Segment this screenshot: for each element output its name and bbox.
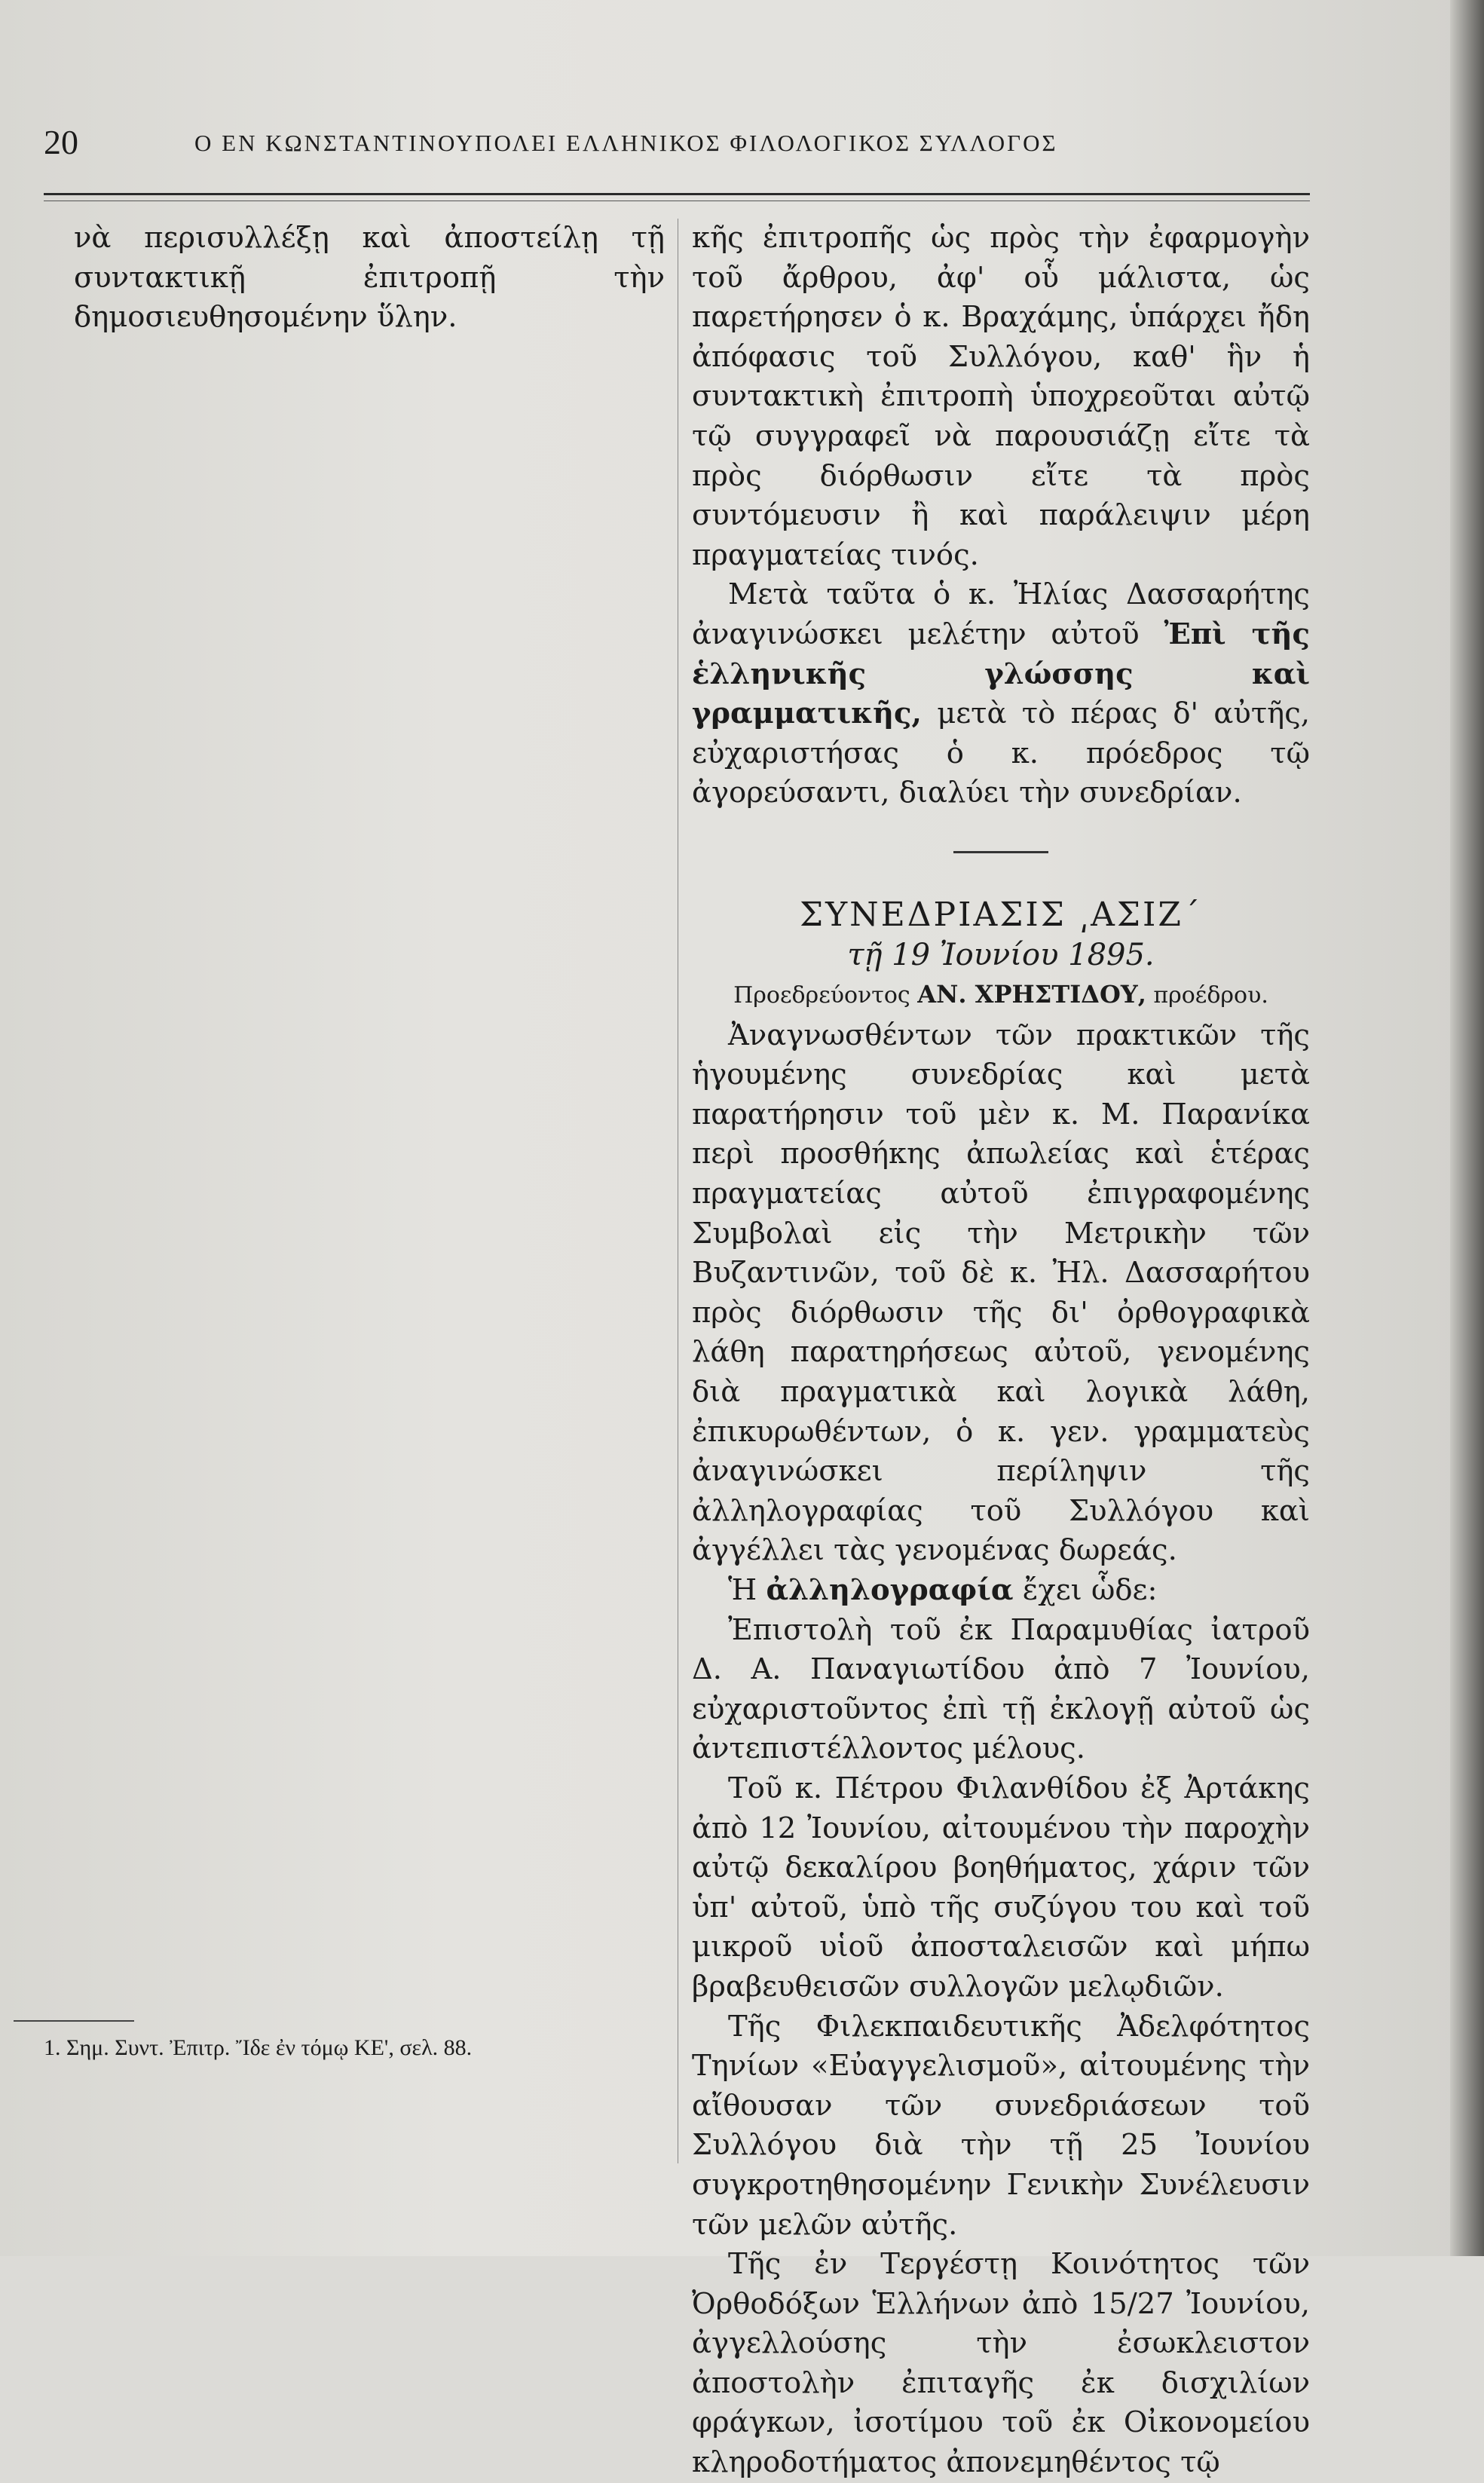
presiding-line: [692, 975, 1310, 1016]
presiding-suffix: προέδρου.: [1146, 982, 1268, 1009]
correspondence-heading: [692, 1571, 1310, 1611]
correspondence-bold: ἀλληλογραφία: [766, 1573, 1014, 1607]
page-number: 20: [44, 123, 78, 161]
presiding-prefix: Προεδρεύοντος: [733, 982, 918, 1009]
correspondence-suffix: ἔχει ὧδε:: [1013, 1573, 1158, 1607]
letter-item: Τῆς ἐν Τεργέστῃ Κοινότητος τῶν Ὀρθοδόξων Ἑλλήνων ἀπὸ 15/27 Ἰουνίου, ἀγγελλούσης τὴν ἐσωκλειστον ἀποστολὴν ἐπιταγῆς ἐκ δισχιλίων φράγκων, ἰσοτίμου τοῦ ἐκ Οἰκονομείου κληροδοτήματος ἀπονεμηθέντος τῷ: [692, 2247, 1310, 2480]
right-paragraph-top: κῆς ἐπιτροπῆς ὡς πρὸς τὴν ἐφαρμογὴν τοῦ ἄρθρου, ἀφ' οὗ μάλιστα, ὡς παρετήρησεν ὁ κ. Βραχάμης, ὑπάρχει ἤδη ἀπόφασις τοῦ Συλλόγου, καθ' ἣν ἡ συντακτικὴ ἐπιτροπὴ ὑποχρεοῦται αὐτῷ τῷ συγγραφεῖ νὰ παρουσιάζῃ εἴτε τὰ πρὸς διόρθωσιν εἴτε τὰ πρὸς συντόμευσιν ἢ καὶ παράλειψιν μέρη πραγματείας τινός.: [692, 221, 1310, 572]
letter-item: Ἐπιστολὴ τοῦ ἐκ Παραμυθίας ἰατροῦ Δ. Α. Παναγιωτίδου ἀπὸ 7 Ἰουνίου, εὐχαριστοῦντος ἐπὶ τῇ ἐκλογῇ αὐτοῦ ὡς ἀντεπιστέλλοντος μέλους.: [692, 1612, 1310, 1766]
left-paragraph: νὰ περισυλλέξῃ καὶ ἀποστείλῃ τῇ συντακτικῇ ἐπιτροπῇ τὴν δημοσιευθησομένην ὕλην.: [74, 221, 665, 335]
letter-item: Τῆς Φιλεκπαιδευτικῆς Ἀδελφότητος Τηνίων «Εὐαγγελισμοῦ», αἰτουμένης τὴν αἴθουσαν τῶν συνεδριάσεων τοῦ Συλλόγου διὰ τὴν τῇ 25 Ἰουνίου συγκροτηθησομένην Γενικὴν Συνέλευσιν τῶν μελῶν αὐτῆς.: [692, 2009, 1310, 2242]
page-edge-shadow: [1450, 0, 1484, 2256]
section-divider: [953, 851, 1048, 853]
right-paragraph-lecture: [692, 575, 1310, 813]
page-header: [44, 113, 1310, 181]
footnote-rule: [14, 2020, 134, 2022]
session-title: ΣΥΝΕΔΡΙΑΣΙΣ ͵ΑΣΙΖ΄: [800, 895, 1202, 934]
minutes-paragraph: Ἀναγνωσθέντων τῶν πρακτικῶν τῆς ἡγουμένης συνεδρίας καὶ μετὰ παρατήρησιν τοῦ μὲν κ. Μ. Παρανίκα περὶ προσθήκης ἀπωλείας καὶ ἑτέρας πραγματείας αὐτοῦ ἐπιγραφομένης Συμβολαὶ εἰς τὴν Μετρικὴν τῶν Βυζαντινῶν, τοῦ δὲ κ. Ἠλ. Δασσαρήτου πρὸς διόρθωσιν τῆς δι' ὀρθογραφικὰ λάθη παρατηρήσεως αὐτοῦ, γενομένης διὰ πραγματικὰ καὶ λογικὰ λάθη, ἐπικυρωθέντων, ὁ κ. γεν. γραμματεὺς ἀναγινώσκει περίληψιν τῆς ἀλληλογραφίας τοῦ Συλλόγου καὶ ἀγγέλλει τὰς γενομένας δωρεάς.: [692, 1018, 1310, 1568]
lecture-title: Ἐπὶ τῆς ἑλληνικῆς γλώσσης καὶ γραμματικῆς,: [692, 617, 1310, 731]
footnote: 1. Σημ. Συντ. Ἐπιτρ. Ἴδε ἐν τόμῳ ΚΕ', σελ. 88.: [44, 2035, 473, 2060]
header-rule: [44, 193, 1310, 195]
running-title: Ο ΕΝ ΚΩΝΣΤΑΝΤΙΝΟΥΠΟΛΕΙ ΕΛΛΗΝΙΚΟΣ ΦΙΛΟΛΟΓΙΚΟΣ ΣΥΛΛΟΓΟΣ: [194, 130, 1058, 156]
lecture-text-end: μετὰ τὸ πέρας δ' αὐτῆς, εὐχαριστήσας ὁ κ. πρόεδρος τῷ ἀγορεύσαντι, διαλύει τὴν συνεδρίαν.: [692, 697, 1310, 810]
session-date: τῇ 19 Ἰουνίου 1895.: [847, 937, 1155, 972]
right-column: [692, 219, 1310, 2483]
correspondence-prefix: Ἡ: [728, 1573, 766, 1607]
letter-item: Τοῦ κ. Πέτρου Φιλανθίδου ἐξ Ἀρτάκης ἀπὸ 12 Ἰουνίου, αἰτουμένου τὴν παροχὴν αὐτῷ δεκαλίρου βοηθήματος, χάριν τῶν ὑπ' αὐτοῦ, ὑπὸ τῆς συζύγου του καὶ τοῦ μικροῦ υἱοῦ ἀποσταλεισῶν καὶ μήπω βραβευθεισῶν συλλογῶν μελῳδιῶν.: [692, 1771, 1310, 2004]
lecture-text-start: Μετὰ ταῦτα ὁ κ. Ἠλίας Δασσαρήτης ἀναγινώσκει μελέτην αὐτοῦ: [692, 577, 1310, 651]
left-column: [74, 219, 665, 338]
presiding-name: ΑΝ. ΧΡΗΣΤΙΔΟΥ,: [917, 980, 1146, 1009]
